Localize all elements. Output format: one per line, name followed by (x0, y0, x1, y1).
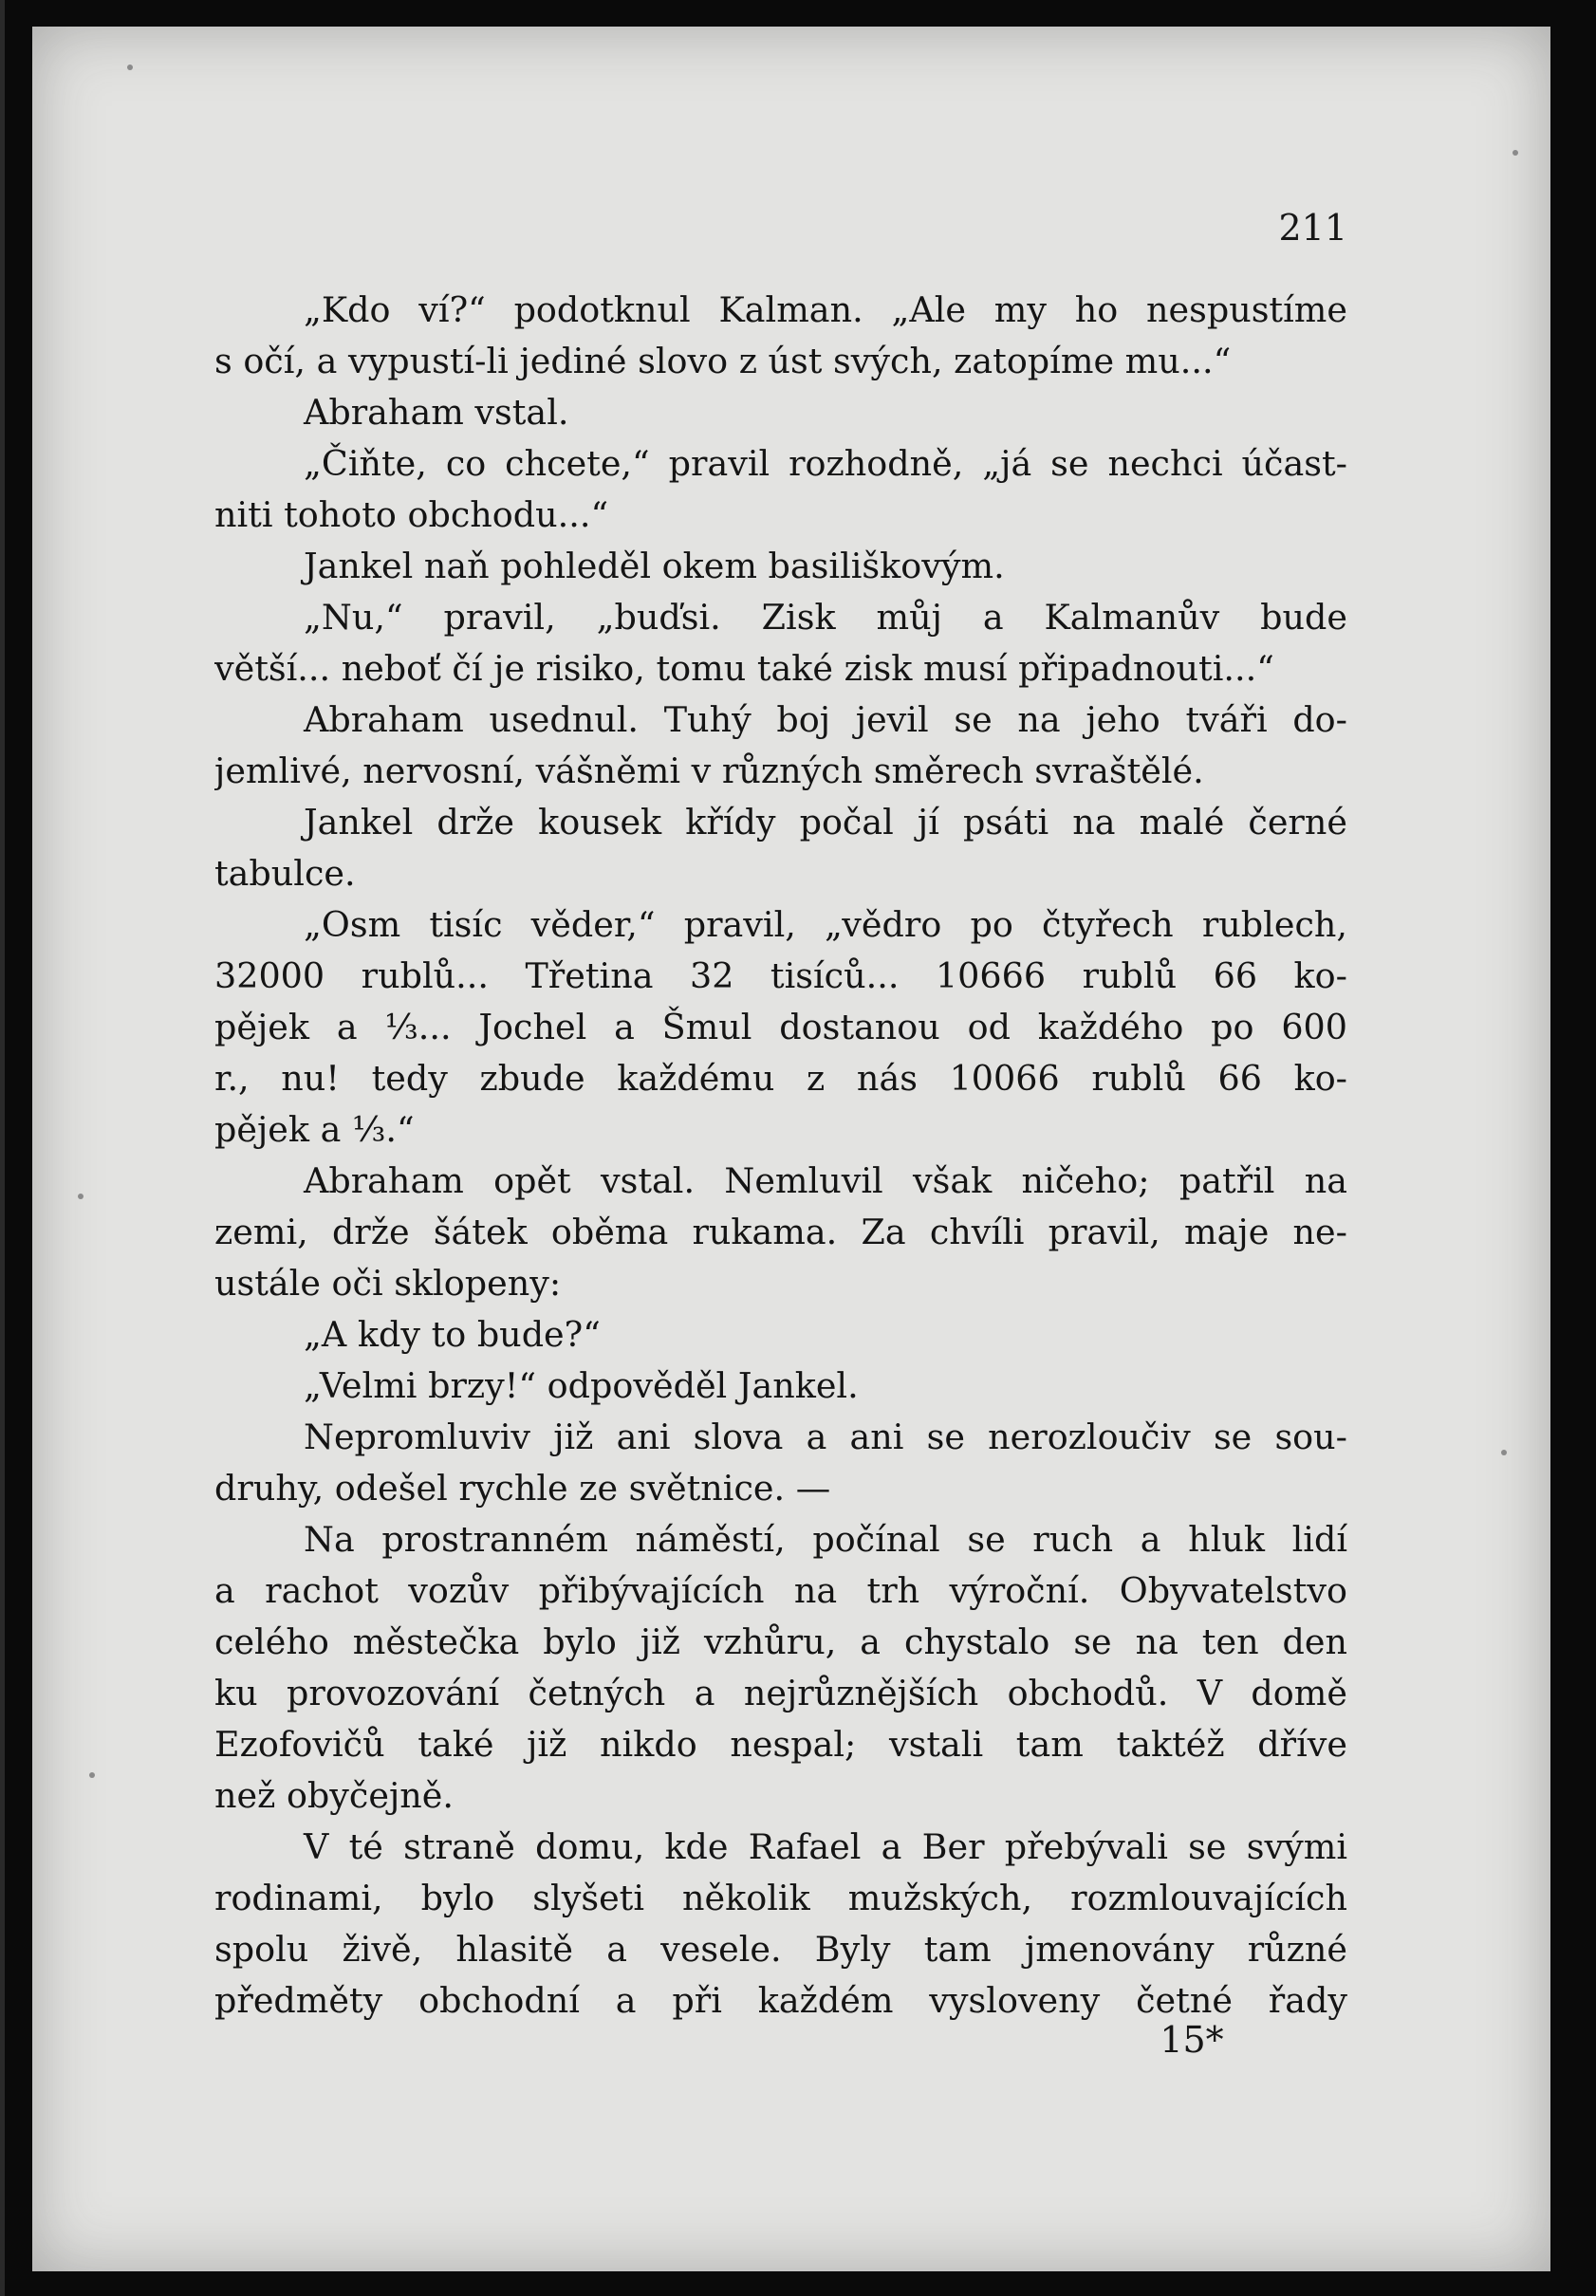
text-line: pějek a ⅓.“ (214, 1109, 415, 1150)
text-line: s očí, a vypustí-li jediné slovo z úst svých, zatopíme mu...“ (214, 341, 1232, 381)
text-line: zemi, drže šátek oběma rukama. Za chvíli pravil, maje ne- (214, 1212, 1347, 1252)
text-line: „Velmi brzy!“ odpověděl Jankel. (304, 1365, 859, 1406)
text-line: V té straně domu, kde Rafael a Ber přebývali se svými (304, 1826, 1347, 1867)
text-line: niti tohoto obchodu...“ (214, 494, 609, 535)
text-line: Ezofovičů také již nikdo nespal; vstali tam taktéž dříve (214, 1724, 1347, 1765)
text-line: jemlivé, nervosní, vášněmi v různých směrech svraštělé. (214, 750, 1204, 791)
text-line: „Osm tisíc věder,“ pravil, „vědro po čtyřech rublech, (304, 904, 1347, 945)
paper-speck (1512, 150, 1518, 156)
body-text (214, 285, 1347, 2027)
text-line: Jankel naň pohleděl okem basiliškovým. (304, 546, 1005, 586)
paper-speck (127, 65, 133, 70)
page-number: 211 (1278, 207, 1347, 249)
text-line: rodinami, bylo slyšeti několik mužských, rozmlouvajících (214, 1878, 1347, 1918)
paper-speck (89, 1772, 95, 1778)
text-line: tabulce. (214, 853, 356, 894)
text-line: ustále oči sklopeny: (214, 1263, 562, 1304)
text-line: „Nu,“ pravil, „buďsi. Zisk můj a Kalmanův bude (304, 597, 1347, 638)
text-line: Nepromluviv již ani slova a ani se nerozloučiv se sou- (304, 1416, 1347, 1457)
text-line: spolu živě, hlasitě a vesele. Byly tam jmenovány různé (214, 1929, 1347, 1970)
text-line: 32000 rublů... Třetina 32 tisíců... 10666 rublů 66 ko- (214, 955, 1347, 996)
text-line: Abraham vstal. (304, 392, 569, 433)
text-line: a rachot vozův přibývajících na trh výroční. Obyvatelstvo (214, 1570, 1347, 1611)
text-line: ku provozování četných a nejrůznějších obchodů. V domě (214, 1673, 1347, 1713)
paper-speck (1501, 1450, 1507, 1455)
text-line: předměty obchodní a při každém vysloveny četné řady (214, 1980, 1347, 2021)
paper-speck (78, 1194, 84, 1199)
text-line: druhy, odešel rychle ze světnice. — (214, 1468, 831, 1509)
text-line: „Čiňte, co chcete,“ pravil rozhodně, „já se nechci účast- (304, 443, 1347, 484)
text-line: Jankel drže kousek křídy počal jí psáti na malé černé (304, 802, 1347, 842)
text-line: pějek a ⅓... Jochel a Šmul dostanou od každého po 600 (214, 1007, 1347, 1047)
text-line: celého městečka bylo již vzhůru, a chystalo se na ten den (214, 1621, 1347, 1662)
text-line: „Kdo ví?“ podotknul Kalman. „Ale my ho nespustíme (304, 289, 1347, 330)
text-line: Abraham opět vstal. Nemluvil však ničeho; patřil na (304, 1160, 1347, 1201)
printer-signature: 15* (1160, 2019, 1224, 2061)
text-line: r., nu! tedy zbude každému z nás 10066 rublů 66 ko- (214, 1058, 1347, 1099)
text-line: než obyčejně. (214, 1775, 454, 1816)
scan-edge (0, 0, 5, 2296)
text-line: větší... neboť čí je risiko, tomu také zisk musí připadnouti...“ (214, 648, 1274, 689)
text-line: Na prostranném náměstí, počínal se ruch a hluk lidí (304, 1519, 1347, 1560)
text-line: „A kdy to bude?“ (304, 1314, 601, 1355)
text-line: Abraham usednul. Tuhý boj jevil se na jeho tváři do- (304, 699, 1347, 740)
